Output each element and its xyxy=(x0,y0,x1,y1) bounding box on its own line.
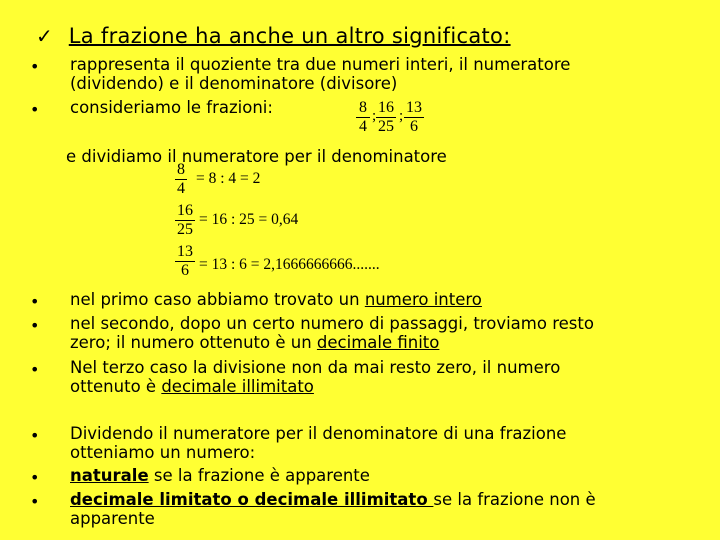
title-text: La frazione ha anche un altro significato: xyxy=(68,24,511,48)
bullet-marker: • xyxy=(30,468,40,487)
naturale-term: naturale xyxy=(70,466,149,485)
bullet-marker: • xyxy=(30,360,40,379)
bullet-4-line-1: nel secondo, dopo un certo numero di passaggi, troviamo resto xyxy=(70,314,594,333)
fraction: 16 25 xyxy=(378,99,394,135)
bullet-6-line-2: otteniamo un numero: xyxy=(70,443,256,462)
division-fraction: 8 4 xyxy=(177,161,185,197)
bullet-5-line-2: ottenuto è decimale illimitato xyxy=(70,377,314,396)
division-result: = 13 : 6 = 2,1666666666....... xyxy=(199,256,380,273)
bullet-8-line-1: decimale limitato o decimale illimitato se la frazione non è xyxy=(70,490,596,509)
numero-intero-term: numero intero xyxy=(364,290,482,309)
decimale-illimitato-term: decimale illimitato xyxy=(161,377,314,396)
intro-text: e dividiamo il numeratore per il denominatore xyxy=(66,147,447,166)
bullet-8-line-2: apparente xyxy=(70,509,155,528)
fraction: 13 6 xyxy=(406,99,422,135)
bullet-2-text: consideriamo le frazioni: xyxy=(70,98,273,117)
slide-title xyxy=(36,24,511,48)
bullet-marker: • xyxy=(30,492,40,511)
separator: ; xyxy=(372,108,377,124)
division-result: = 16 : 25 = 0,64 xyxy=(199,211,299,228)
division-result: = 8 : 4 = 2 xyxy=(196,170,261,187)
bullet-1-line-1: rappresenta il quoziente tra due numeri interi, il numeratore xyxy=(70,55,571,74)
bullet-3-text: nel primo caso abbiamo trovato un numero intero xyxy=(70,290,482,309)
separator: ; xyxy=(399,108,404,124)
bullet-marker: • xyxy=(30,57,40,76)
division-fraction: 13 6 xyxy=(177,243,193,279)
check-icon: ✓ xyxy=(36,24,53,48)
bullet-marker: • xyxy=(30,426,40,445)
bullet-marker: • xyxy=(30,100,40,119)
bullet-marker: • xyxy=(30,292,40,311)
bullet-7-text: naturale se la frazione è apparente xyxy=(70,466,370,485)
bullet-5-line-1: Nel terzo caso la divisione non da mai resto zero, il numero xyxy=(70,358,561,377)
bullet-marker: • xyxy=(30,316,40,335)
decimale-limitato-term: decimale limitato o decimale illimitato xyxy=(70,490,434,509)
division-fraction: 16 25 xyxy=(177,202,193,238)
bullet-1-line-2: (dividendo) e il denominatore (divisore) xyxy=(70,74,398,93)
bullet-4-line-2: zero; il numero ottenuto è un decimale finito xyxy=(70,333,440,352)
decimale-finito-term: decimale finito xyxy=(316,333,440,352)
bullet-6-line-1: Dividendo il numeratore per il denominatore di una frazione xyxy=(70,424,567,443)
fraction: 8 4 xyxy=(356,100,370,135)
